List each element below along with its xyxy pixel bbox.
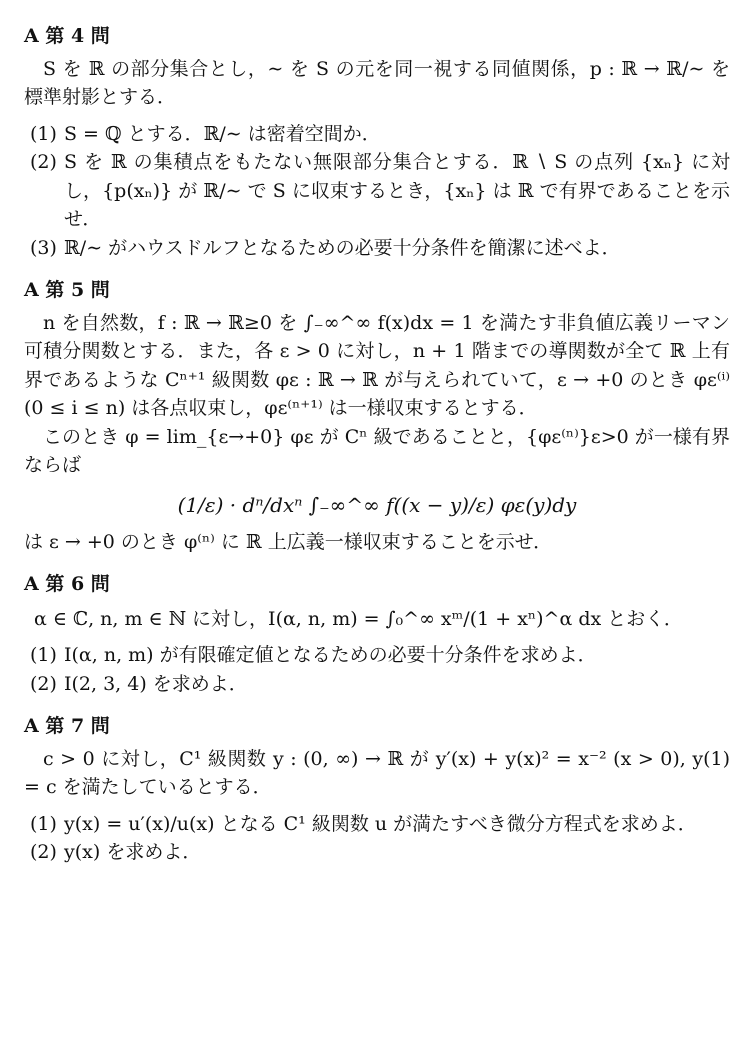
problem-statement: n を自然数，f : ℝ → ℝ≥0 を ∫₋∞^∞ f(x)dx = 1 を満たす非負値広義リーマン可積分関数とする．また，各 ε > 0 に対し，n + 1 階までの導関数が全て ℝ 上有界であるような Cⁿ⁺¹ 級関数 φε : ℝ → ℝ が与えられていて，ε → +0 のとき φε⁽ⁱ⁾ (0 ≤ i ≤ n) は各点収束し，φε⁽ⁿ⁺¹⁾ は一様収束するとする． [24, 311, 730, 419]
subquestion-number: (2) [30, 841, 57, 863]
subquestion-text: ℝ/∼ がハウスドルフとなるための必要十分条件を簡潔に述べよ． [64, 236, 621, 259]
subquestion-text: y(x) を求めよ． [64, 841, 202, 863]
problem-heading: A 第 6 問 [24, 573, 110, 595]
subquestion-text: I(α, n, m) が有限確定値となるための必要十分条件を求めよ． [64, 644, 597, 666]
subquestion-number: (2) [30, 672, 57, 695]
document-page [24, 22, 730, 881]
problem-heading: A 第 5 問 [24, 279, 110, 301]
subquestion-number: (1) [30, 122, 57, 145]
subquestion-item [24, 148, 730, 234]
problem-statement-continued: このとき φ = lim_{ε→+0} φε が Cⁿ 級であることと，{φε⁽ⁿ⁾}ε>0 が一様有界ならば [24, 425, 730, 476]
subquestion-item [24, 641, 730, 670]
subquestion-text: S = ℚ とする．ℝ/∼ は密着空間か． [64, 122, 381, 145]
problem-heading: A 第 4 問 [24, 25, 110, 47]
subquestion-item [24, 810, 730, 839]
problem-definition: α ∈ ℂ, n, m ∈ ℕ に対し，I(α, n, m) = ∫₀^∞ xᵐ/(1 + xⁿ)^α dx とおく． [34, 607, 683, 630]
problem-statement: c > 0 に対し，C¹ 級関数 y : (0, ∞) → ℝ が y′(x) + y(x)² = x⁻² (x > 0), y(1) = c を満たしているとする． [24, 747, 730, 798]
subquestion-item [24, 120, 730, 149]
subquestion-text: S を ℝ の集積点をもたない無限部分集合とする．ℝ ∖ S の点列 {xₙ} に対し，{p(xₙ)} が ℝ/∼ で S に収束するとき，{xₙ} は ℝ で有界であることを示せ． [64, 151, 730, 230]
problem-7 [24, 712, 730, 867]
subquestion-text: y(x) = u′(x)/u(x) となる C¹ 級関数 u が満たすべき微分方程式を求めよ． [64, 812, 697, 835]
subquestion-number: (2) [30, 151, 57, 173]
problem-statement: S を ℝ の部分集合とし，∼ を S の元を同一視する同値関係，p : ℝ → ℝ/∼ を標準射影とする． [24, 57, 730, 108]
subquestion-number: (1) [30, 644, 57, 666]
subquestion-item [24, 670, 730, 699]
subquestion-number: (1) [30, 812, 57, 835]
display-formula: (1/ε) · dⁿ/dxⁿ ∫₋∞^∞ f((x − y)/ε) φε(y)dy [177, 492, 577, 517]
subquestion-text: I(2, 3, 4) を求めよ． [64, 672, 248, 695]
problem-heading: A 第 7 問 [24, 715, 110, 737]
subquestion-item [24, 838, 730, 867]
subquestion-item [24, 234, 730, 263]
subquestion-list [24, 810, 730, 867]
problem-4 [24, 22, 730, 262]
problem-6 [24, 570, 730, 698]
subquestion-number: (3) [30, 236, 57, 259]
subquestion-list [24, 641, 730, 698]
problem-5 [24, 276, 730, 556]
problem-closing: は ε → +0 のとき φ⁽ⁿ⁾ に ℝ 上広義一様収束することを示せ． [24, 530, 553, 553]
subquestion-list [24, 120, 730, 263]
